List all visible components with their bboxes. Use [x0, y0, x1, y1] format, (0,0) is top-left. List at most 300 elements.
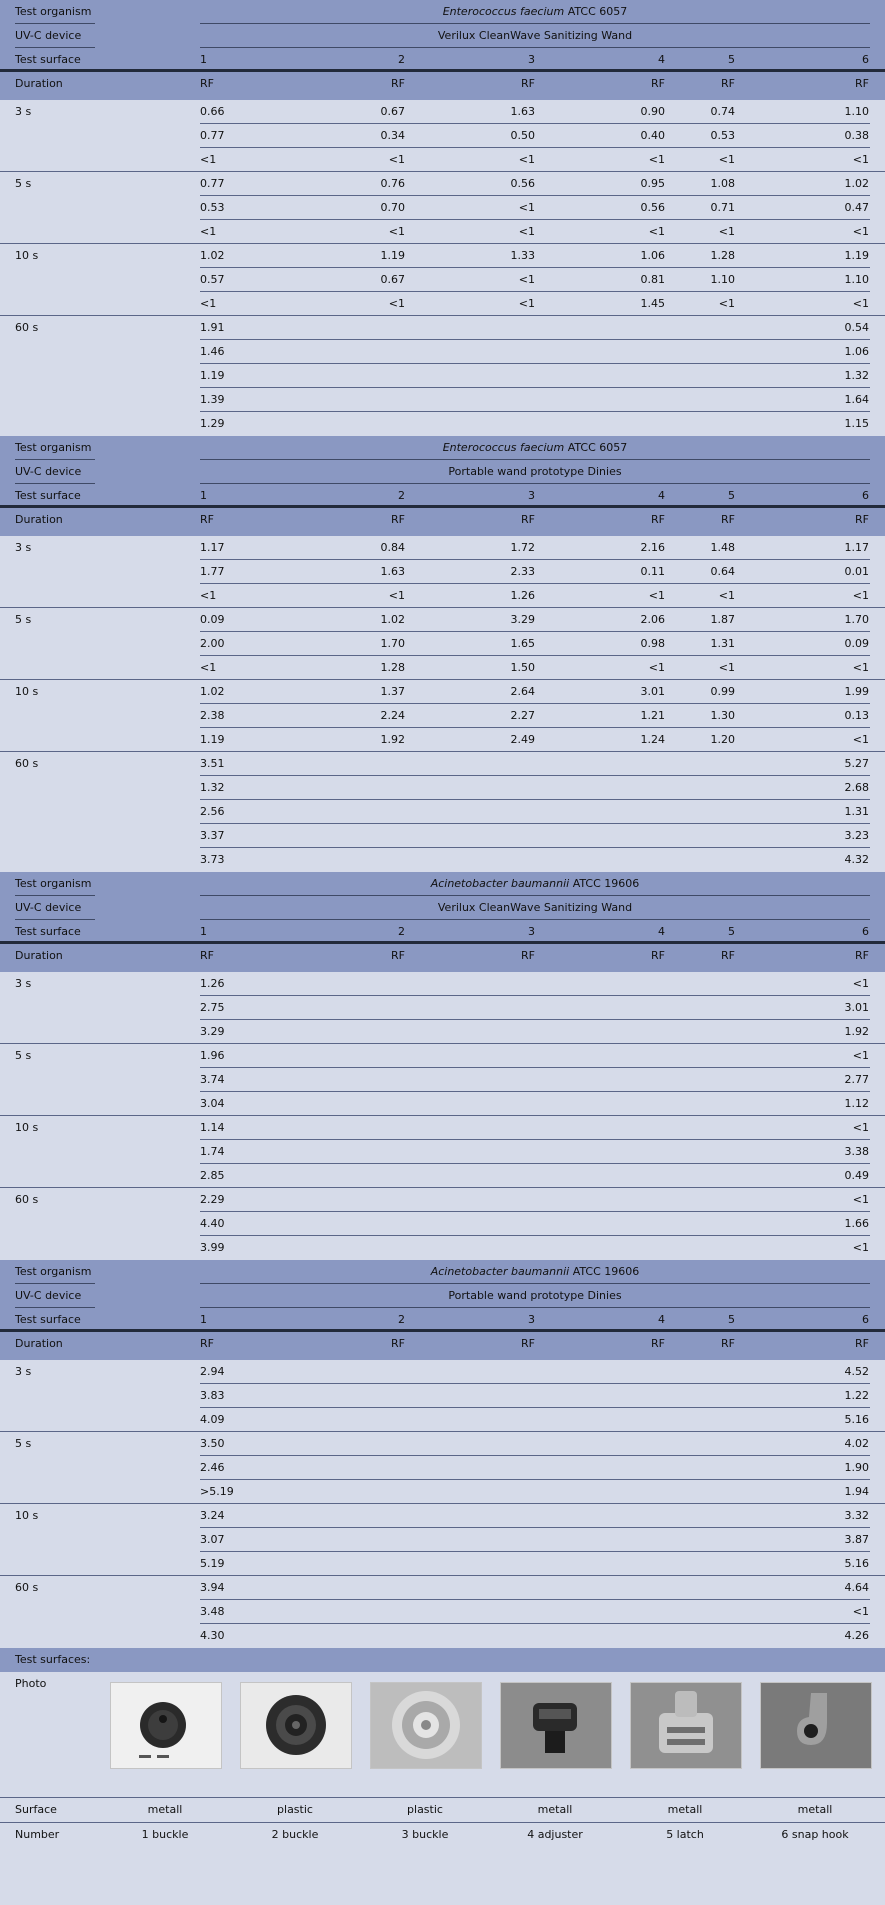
data-row [0, 1068, 885, 1092]
surface-6-number: 6 snap hook [781, 1828, 849, 1841]
data-row [0, 536, 885, 560]
data-row [0, 1600, 885, 1624]
rf-value [605, 1020, 735, 1044]
duration-label: Duration [15, 77, 63, 90]
rf-value: 2.33 [510, 565, 535, 578]
rf-value: 0.11 [640, 565, 665, 578]
rf-value [605, 1068, 735, 1092]
rf-value: 0.49 [844, 1169, 869, 1182]
rf-value: 1.66 [844, 1217, 869, 1230]
rf-header-6: RF [855, 1337, 869, 1350]
rf-value [405, 1188, 535, 1212]
rf-value [605, 340, 735, 364]
surface-number-5: 5 [728, 489, 735, 502]
rf-value: <1 [718, 589, 735, 602]
rf-value [605, 996, 735, 1020]
rf-value: 1.92 [844, 1025, 869, 1038]
surface-number-1: 1 [200, 53, 207, 66]
rf-value: <1 [518, 225, 535, 238]
rf-value: 1.32 [844, 369, 869, 382]
organism-name: Acinetobacter baumannii [430, 1265, 570, 1278]
rf-value: 0.84 [380, 541, 405, 554]
data-row [0, 996, 885, 1020]
rf-value: 0.70 [380, 201, 405, 214]
rf-value: 3.07 [200, 1533, 225, 1546]
rf-value [605, 824, 735, 848]
rf-value: <1 [852, 1241, 869, 1254]
surface-number-1: 1 [200, 1313, 207, 1326]
rf-value [275, 848, 405, 872]
rf-value: <1 [200, 153, 217, 166]
rf-value: 1.63 [510, 105, 535, 118]
rf-value: <1 [388, 297, 405, 310]
device-row [0, 896, 885, 920]
rf-value: 0.81 [640, 273, 665, 286]
rf-value: 0.74 [710, 105, 735, 118]
test-organism-label: Test organism [15, 5, 92, 18]
rf-value: <1 [852, 1605, 869, 1618]
rf-value: 3.37 [200, 829, 225, 842]
surface-number-1: 1 [200, 489, 207, 502]
rf-header-6: RF [855, 949, 869, 962]
duration-value: 3 s [15, 1365, 32, 1378]
rf-value: 2.06 [640, 613, 665, 626]
rf-value: 3.50 [200, 1437, 225, 1450]
rf-value: 3.01 [844, 1001, 869, 1014]
rf-value [605, 848, 735, 872]
organism-value [200, 1260, 870, 1284]
rf-value: 1.28 [380, 661, 405, 674]
rf-value: 1.74 [200, 1145, 225, 1158]
rf-header-4: RF [651, 77, 665, 90]
rf-header-3: RF [521, 513, 535, 526]
surface-number-2: 2 [398, 53, 405, 66]
device-value: Portable wand prototype Dinies [448, 465, 622, 478]
rf-value [405, 340, 535, 364]
rf-value: 1.94 [844, 1485, 869, 1498]
surface-number-2: 2 [398, 489, 405, 502]
rf-value [275, 972, 405, 996]
duration-value: 10 s [15, 1121, 39, 1134]
rf-value [405, 1576, 535, 1600]
data-row [0, 124, 885, 148]
data-row [0, 268, 885, 292]
section-2 [0, 436, 885, 872]
duration-value: 10 s [15, 249, 39, 262]
data-row [0, 220, 885, 244]
rf-value [275, 1528, 405, 1552]
rf-value: 0.56 [510, 177, 535, 190]
rf-value: 0.53 [710, 129, 735, 142]
rf-value: 0.01 [844, 565, 869, 578]
data-row [0, 1528, 885, 1552]
rf-value: 0.47 [844, 201, 869, 214]
rf-value [405, 1068, 535, 1092]
rf-value [605, 1116, 735, 1140]
test-surfaces-section [0, 1648, 885, 1847]
section-1 [0, 0, 885, 436]
surface-5-photo [630, 1682, 742, 1769]
rf-value [405, 1360, 535, 1384]
data-row [0, 244, 885, 268]
duration-value: 5 s [15, 1437, 32, 1450]
rf-value [405, 1164, 535, 1188]
rf-value: 2.16 [640, 541, 665, 554]
rf-value [405, 412, 535, 436]
rf-value: 1.45 [640, 297, 665, 310]
surface-4-photo [500, 1682, 612, 1769]
rf-value: 1.91 [200, 321, 225, 334]
rf-value [275, 340, 405, 364]
uvc-device-label: UV-C device [15, 1289, 82, 1302]
rf-header-5: RF [721, 77, 735, 90]
rf-value: <1 [200, 589, 217, 602]
uvc-device-label: UV-C device [15, 465, 82, 478]
data-row [0, 1576, 885, 1600]
rf-value: 1.70 [844, 613, 869, 626]
rf-value: 1.17 [200, 541, 225, 554]
rf-value [405, 824, 535, 848]
data-row [0, 560, 885, 584]
rf-header-6: RF [855, 513, 869, 526]
rf-value [405, 1552, 535, 1576]
rf-header-6: RF [855, 77, 869, 90]
organism-value [200, 436, 870, 460]
rf-value: 1.37 [380, 685, 405, 698]
organism-strain: ATCC 19606 [572, 1265, 640, 1278]
rf-value: 0.99 [710, 685, 735, 698]
test-organism-label: Test organism [15, 441, 92, 454]
device-value: Portable wand prototype Dinies [448, 1289, 622, 1302]
duration-value: 5 s [15, 177, 32, 190]
rf-value: <1 [852, 1121, 869, 1134]
rf-value: 1.19 [380, 249, 405, 262]
rf-value [605, 1456, 735, 1480]
rf-value [605, 1212, 735, 1236]
rf-value [405, 1528, 535, 1552]
rf-value: 3.29 [510, 613, 535, 626]
rf-value [605, 412, 735, 436]
duration-label: Duration [15, 513, 63, 526]
rf-value: 1.90 [844, 1461, 869, 1474]
data-row [0, 704, 885, 728]
rf-value [275, 412, 405, 436]
duration-header-row [0, 944, 885, 972]
rf-value [275, 800, 405, 824]
rf-value [605, 1552, 735, 1576]
rf-value [275, 316, 405, 340]
surface-number-4: 4 [658, 925, 665, 938]
rf-value: 5.16 [844, 1557, 869, 1570]
surface-number-6: 6 [862, 489, 869, 502]
rf-value [275, 1212, 405, 1236]
rf-value [405, 1456, 535, 1480]
rf-value: 3.51 [200, 757, 225, 770]
rf-value [275, 1408, 405, 1432]
rf-value: 4.64 [844, 1581, 869, 1594]
rf-value: <1 [648, 153, 665, 166]
rf-value [405, 1044, 535, 1068]
test-surface-label: Test surface [15, 53, 81, 66]
rf-value: 1.65 [510, 637, 535, 650]
rf-value [605, 316, 735, 340]
organism-row [0, 872, 885, 896]
rf-value: 0.77 [200, 177, 225, 190]
rf-value: 1.22 [844, 1389, 869, 1402]
duration-value: 10 s [15, 685, 39, 698]
organism-name: Enterococcus faecium [442, 441, 565, 454]
rf-value [275, 1044, 405, 1068]
data-row [0, 1164, 885, 1188]
rf-value: 1.02 [380, 613, 405, 626]
data-row [0, 776, 885, 800]
rf-value [275, 1576, 405, 1600]
rf-header-4: RF [651, 513, 665, 526]
rf-value [405, 848, 535, 872]
rf-value: <1 [200, 661, 217, 674]
rf-value: 0.95 [640, 177, 665, 190]
rf-value: 2.00 [200, 637, 225, 650]
duration-value: 3 s [15, 105, 32, 118]
rf-value: 2.85 [200, 1169, 225, 1182]
rf-value: 2.77 [844, 1073, 869, 1086]
rf-value: 1.12 [844, 1097, 869, 1110]
rf-value [405, 1384, 535, 1408]
rf-value [275, 1552, 405, 1576]
rf-value: 0.40 [640, 129, 665, 142]
data-row [0, 972, 885, 996]
rf-header-2: RF [391, 1337, 405, 1350]
surface-3-material: plastic [407, 1803, 443, 1816]
rf-value [605, 1528, 735, 1552]
test-surface-row [0, 1308, 885, 1332]
rf-value: <1 [518, 273, 535, 286]
test-surface-label: Test surface [15, 925, 81, 938]
data-row [0, 1624, 885, 1648]
rf-header-1: RF [200, 949, 214, 962]
rf-value [275, 776, 405, 800]
rf-value: <1 [852, 977, 869, 990]
organism-strain: ATCC 19606 [572, 877, 640, 890]
rf-value: 2.29 [200, 1193, 225, 1206]
data-row [0, 1020, 885, 1044]
surface-5-number: 5 latch [666, 1828, 704, 1841]
rf-value: <1 [388, 153, 405, 166]
data-row [0, 340, 885, 364]
organism-value [200, 0, 870, 24]
rf-value: <1 [648, 225, 665, 238]
device-row [0, 460, 885, 484]
rf-value [605, 752, 735, 776]
rf-value: 5.19 [200, 1557, 225, 1570]
rf-header-4: RF [651, 1337, 665, 1350]
rf-value: 3.87 [844, 1533, 869, 1546]
data-row [0, 1384, 885, 1408]
surface-6-photo [760, 1682, 872, 1769]
data-row [0, 848, 885, 872]
rf-value: 1.10 [844, 105, 869, 118]
rf-value: <1 [718, 153, 735, 166]
rf-value: 0.56 [640, 201, 665, 214]
rf-value [605, 800, 735, 824]
rf-value: <1 [852, 1049, 869, 1062]
rf-value: 1.10 [710, 273, 735, 286]
surface-2-material: plastic [277, 1803, 313, 1816]
device-value: Verilux CleanWave Sanitizing Wand [437, 29, 633, 42]
rf-value: <1 [648, 589, 665, 602]
data-row [0, 1504, 885, 1528]
rf-value [605, 1360, 735, 1384]
rf-value: <1 [518, 153, 535, 166]
rf-value [405, 996, 535, 1020]
test-surfaces-label: Test surfaces: [15, 1653, 91, 1666]
rf-value: <1 [852, 1193, 869, 1206]
rf-value: 1.26 [510, 589, 535, 602]
rf-value: 3.74 [200, 1073, 225, 1086]
duration-header-row [0, 1332, 885, 1360]
organism-name: Enterococcus faecium [442, 5, 565, 18]
surface-4-number: 4 adjuster [527, 1828, 583, 1841]
data-row [0, 364, 885, 388]
section-3 [0, 872, 885, 1260]
rf-value: <1 [200, 225, 217, 238]
rf-value: <1 [852, 153, 869, 166]
rf-value [605, 388, 735, 412]
duration-value: 60 s [15, 321, 39, 334]
rf-value: 1.20 [710, 733, 735, 746]
rf-value: 2.75 [200, 1001, 225, 1014]
rf-value: 0.09 [844, 637, 869, 650]
rf-value [275, 388, 405, 412]
rf-header-2: RF [391, 513, 405, 526]
rf-value [275, 1360, 405, 1384]
rf-value: 1.19 [200, 733, 225, 746]
rf-value [405, 1504, 535, 1528]
data-row [0, 388, 885, 412]
data-row [0, 1212, 885, 1236]
surface-number-5: 5 [728, 925, 735, 938]
surface-number-6: 6 [862, 1313, 869, 1326]
test-surface-row [0, 484, 885, 508]
rf-value: <1 [388, 225, 405, 238]
data-row [0, 1140, 885, 1164]
rf-value: <1 [518, 297, 535, 310]
data-row [0, 1236, 885, 1260]
rf-value [275, 1140, 405, 1164]
rf-value: 1.31 [844, 805, 869, 818]
rf-value: <1 [852, 589, 869, 602]
surface-number-5: 5 [728, 1313, 735, 1326]
data-row [0, 1188, 885, 1212]
rf-value: 1.39 [200, 393, 225, 406]
organism-row [0, 0, 885, 24]
rf-value [605, 1624, 735, 1648]
rf-value [405, 752, 535, 776]
device-row [0, 24, 885, 48]
rf-value: 3.24 [200, 1509, 225, 1522]
duration-value: 60 s [15, 1581, 39, 1594]
surface-1-photo [110, 1682, 222, 1769]
surface-number-3: 3 [528, 489, 535, 502]
surface-1-number: 1 buckle [141, 1828, 189, 1841]
section-4 [0, 1260, 885, 1648]
surface-number-row [0, 1822, 885, 1847]
rf-value: 1.33 [510, 249, 535, 262]
rf-value [275, 1504, 405, 1528]
data-row [0, 148, 885, 172]
rf-value: 3.04 [200, 1097, 225, 1110]
rf-header-5: RF [721, 949, 735, 962]
data-row [0, 1092, 885, 1116]
organism-value [200, 872, 870, 896]
duration-value: 60 s [15, 1193, 39, 1206]
data-row [0, 728, 885, 752]
data-row [0, 656, 885, 680]
rf-value: 3.73 [200, 853, 225, 866]
rf-value: 2.64 [510, 685, 535, 698]
test-surface-row [0, 920, 885, 944]
rf-value: 0.53 [200, 201, 225, 214]
rf-value: <1 [852, 225, 869, 238]
rf-value [405, 388, 535, 412]
rf-value [605, 1236, 735, 1260]
rf-value [405, 972, 535, 996]
rf-value: 3.83 [200, 1389, 225, 1402]
rf-value: 1.06 [640, 249, 665, 262]
rf-value: <1 [388, 589, 405, 602]
rf-header-3: RF [521, 77, 535, 90]
data-row [0, 1456, 885, 1480]
rf-value: 0.90 [640, 105, 665, 118]
rf-value: 0.76 [380, 177, 405, 190]
test-organism-label: Test organism [15, 877, 92, 890]
rf-value: 0.64 [710, 565, 735, 578]
device-row [0, 1284, 885, 1308]
rf-value: 0.71 [710, 201, 735, 214]
rf-value: 1.06 [844, 345, 869, 358]
rf-value: <1 [852, 661, 869, 674]
data-row [0, 1360, 885, 1384]
rf-header-3: RF [521, 1337, 535, 1350]
rf-value: 0.67 [380, 273, 405, 286]
rf-value [275, 1068, 405, 1092]
rf-value [405, 1140, 535, 1164]
duration-value: 60 s [15, 757, 39, 770]
rf-value: 2.27 [510, 709, 535, 722]
rf-value [275, 1600, 405, 1624]
test-surface-row [0, 48, 885, 72]
rf-value: 1.46 [200, 345, 225, 358]
duration-value: 5 s [15, 613, 32, 626]
surface-number-3: 3 [528, 925, 535, 938]
device-value: Verilux CleanWave Sanitizing Wand [437, 901, 633, 914]
rf-value [605, 1044, 735, 1068]
uvc-device-label: UV-C device [15, 901, 82, 914]
surface-number-5: 5 [728, 53, 735, 66]
rf-value [605, 1092, 735, 1116]
rf-value: 1.15 [844, 417, 869, 430]
rf-value [405, 1624, 535, 1648]
test-organism-label: Test organism [15, 1265, 92, 1278]
surface-number-6: 6 [862, 925, 869, 938]
rf-value: 4.52 [844, 1365, 869, 1378]
rf-value [405, 1408, 535, 1432]
rf-value: 1.28 [710, 249, 735, 262]
rf-value [275, 1384, 405, 1408]
duration-value: 5 s [15, 1049, 32, 1062]
rf-value: 1.96 [200, 1049, 225, 1062]
rf-value: 3.38 [844, 1145, 869, 1158]
